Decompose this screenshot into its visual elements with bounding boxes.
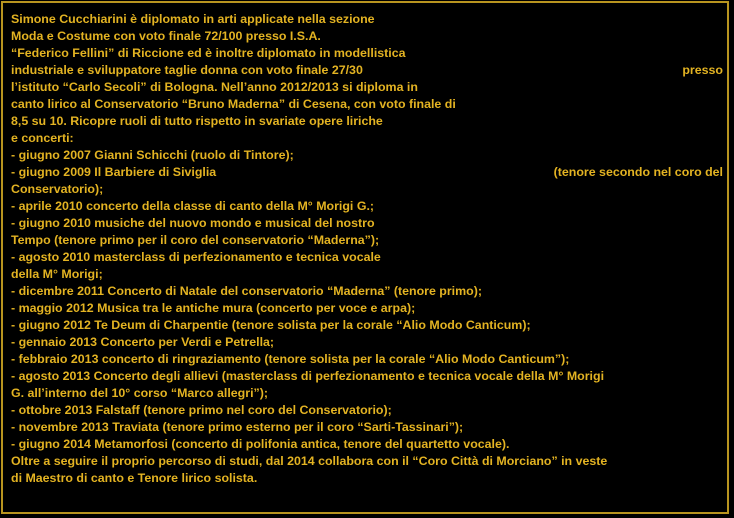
bio-line-part: - giugno 2009 Il Barbiere di Siviglia [11,165,217,180]
bio-line: della M° Morigi; [11,267,103,282]
text-box [1,1,729,514]
bio-line-justified [11,62,723,79]
bio-line-justified [11,164,723,181]
bio-line-part: (tenore secondo nel coro del [553,165,723,180]
bio-line: Tempo (tenore primo per il coro del conservatorio “Maderna”); [11,233,380,248]
bio-line: e concerti: [11,131,74,146]
bio-line: - agosto 2010 masterclass di perfezionamento e tecnica vocale [11,250,381,265]
bio-line: 8,5 su 10. Ricopre ruoli di tutto rispetto in svariate opere liriche [11,114,383,129]
bio-line-part: presso [682,63,723,78]
bio-line: - giugno 2014 Metamorfosi (concerto di polifonia antica, tenore del quartetto vocale). [11,437,510,452]
bio-line: “Federico Fellini” di Riccione ed è inoltre diplomato in modellistica [11,46,406,61]
bio-line: Moda e Costume con voto finale 72/100 presso I.S.A. [11,29,321,44]
bio-line: - giugno 2012 Te Deum di Charpentie (tenore solista per la corale “Alio Modo Canticum); [11,318,531,333]
bio-line: Conservatorio); [11,182,104,197]
bio-line: - agosto 2013 Concerto degli allievi (masterclass di perfezionamento e tecnica vocale della M° Morigi [11,369,605,384]
bio-line: - gennaio 2013 Concerto per Verdi e Petrella; [11,335,275,350]
bio-line: G. all’interno del 10° corso “Marco allegri”); [11,386,268,401]
bio-line: Oltre a seguire il proprio percorso di studi, dal 2014 collabora con il “Coro Città di Morciano” in veste [11,454,608,469]
bio-line: - giugno 2007 Gianni Schicchi (ruolo di Tintore); [11,148,294,163]
bio-line: - ottobre 2013 Falstaff (tenore primo nel coro del Conservatorio); [11,403,392,418]
bio-line: di Maestro di canto e Tenore lirico solista. [11,471,258,486]
bio-line: - dicembre 2011 Concerto di Natale del conservatorio “Maderna” (tenore primo); [11,284,482,299]
bio-line: canto lirico al Conservatorio “Bruno Maderna” di Cesena, con voto finale di [11,97,456,112]
bio-line: - giugno 2010 musiche del nuovo mondo e musical del nostro [11,216,375,231]
bio-line: - maggio 2012 Musica tra le antiche mura (concerto per voce e arpa); [11,301,416,316]
bio-line: Simone Cucchiarini è diplomato in arti applicate nella sezione [11,12,375,26]
bio-line-part: industriale e sviluppatore taglie donna con voto finale 27/30 [11,63,363,78]
bio-line: - aprile 2010 concerto della classe di canto della M° Morigi G.; [11,199,375,214]
bio-line: - febbraio 2013 concerto di ringraziamento (tenore solista per la corale “Alio Modo Canticum”); [11,352,570,367]
biography-text [11,11,723,487]
bio-line: l’istituto “Carlo Secoli” di Bologna. Nell’anno 2012/2013 si diploma in [11,80,418,95]
bio-line: - novembre 2013 Traviata (tenore primo esterno per il coro “Sarti-Tassinari”); [11,420,464,435]
